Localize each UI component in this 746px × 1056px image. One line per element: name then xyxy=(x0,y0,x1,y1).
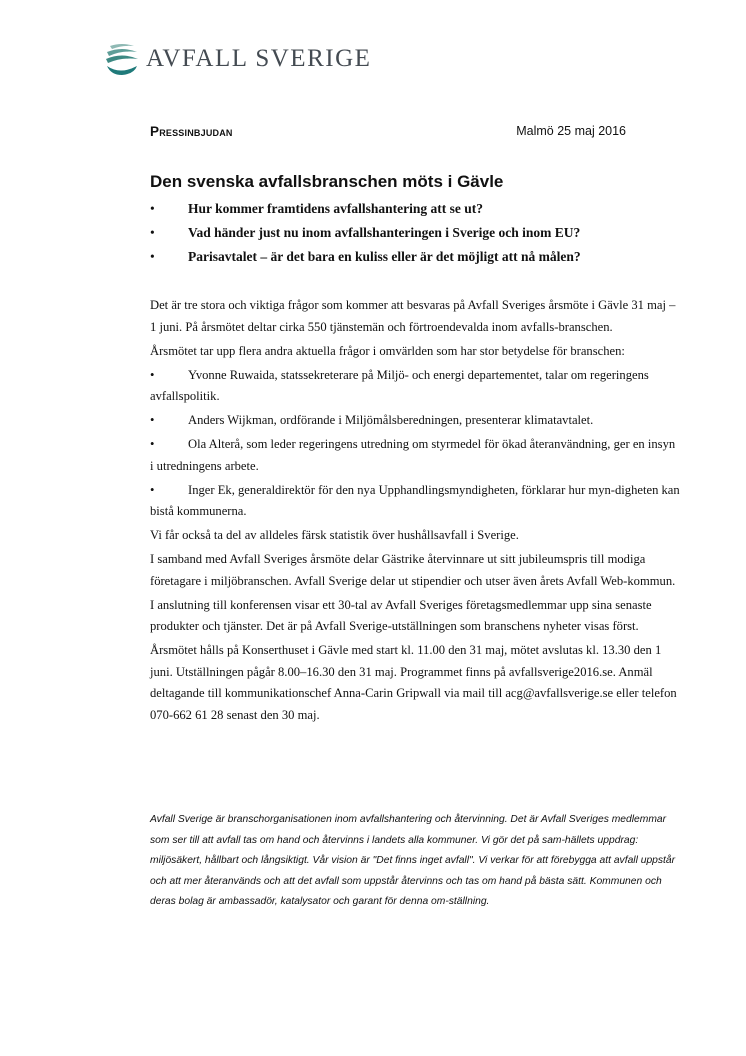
about-organization xyxy=(150,810,684,913)
key-question: • Vad händer just nu inom avfallshanteringen i Sverige och inom EU? xyxy=(150,223,650,247)
header-row xyxy=(150,124,626,139)
brand-logo xyxy=(104,42,371,76)
body-paragraph: Vi får också ta del av alldeles färsk statistik över hushållsavfall i Sverige. xyxy=(150,528,519,542)
key-questions-list xyxy=(150,199,650,271)
key-question: • Hur kommer framtidens avfallshantering att se ut? xyxy=(150,199,650,223)
body-paragraph: I anslutning till konferensen visar ett 30-tal av Avfall Sveriges företagsmedlemmar upp sina senaste produkter och tjänster. Det är på Avfall Sverige-utställningen som branschens nyheter visas först. xyxy=(150,597,652,633)
body-text xyxy=(150,295,680,729)
document-date: Malmö 25 maj 2016 xyxy=(516,124,626,138)
about-text: Avfall Sverige är branschorganisationen inom avfallshantering och återvinning. Det är Avfall Sveriges medlemmar som ser till att avfall tas om hand och återvinns i landets alla kommuner. Vi gör det på sam-hällets uppdrag: miljösäkert, hållbart och långsiktigt. Vår vision är "Det finns inget avfall". Vi verkar för att förebygga att avfall uppstår och att mer återanvänds och att det avfall som uppstår återvinns och tas om hand på bästa sätt. Kommunen och deras bolag är ambassadör, katalysator och garant för denna om-ställning. xyxy=(150,814,676,908)
document-type-label: Pressinbjudan xyxy=(150,124,233,139)
speaker-item: • Ola Alterå, som leder regeringens utredning om styrmedel för ökad återanvändning, ger en insyn i utredningens arbete. xyxy=(150,434,680,477)
body-paragraph: Årsmötet hålls på Konserthuset i Gävle med start kl. 11.00 den 31 maj, mötet avslutas kl. 13.30 den 1 juni. Utställningen pågår 8.00–16.30 den 31 maj. Programmet finns på avfallsverige2016.se. Anmäl deltagande till kommunikationschef Anna-Carin Gripwall via mail till acg@avfallsverige.se eller telefon 070-662 61 28 senast den 30 maj. xyxy=(150,643,677,722)
body-paragraph: Det är tre stora och viktiga frågor som kommer att besvaras på Avfall Sveriges årsmöte i Gävle 31 maj – 1 juni. På årsmötet deltar cirka 550 tjänstemän och förtroendevalda inom avfalls-branschen. xyxy=(150,298,676,334)
swoosh-logo-icon xyxy=(104,42,140,76)
page-title: Den svenska avfallsbranschen möts i Gävle xyxy=(150,172,504,191)
key-question: • Parisavtalet – är det bara en kuliss eller är det möjligt att nå målen? xyxy=(150,247,650,271)
speaker-item: • Anders Wijkman, ordförande i Miljömålsberedningen, presenterar klimatavtalet. xyxy=(150,410,680,432)
body-paragraph: I samband med Avfall Sveriges årsmöte delar Gästrike återvinnare ut sitt jubileumspris till modiga företagare i miljöbranschen. Avfall Sverige delar ut stipendier och utser även årets Avfall Web-kommun. xyxy=(150,552,676,588)
speaker-item: • Inger Ek, generaldirektör för den nya Upphandlingsmyndigheten, förklarar hur myn-digheten kan bistå kommunerna. xyxy=(150,480,680,523)
speaker-item: • Yvonne Ruwaida, statssekreterare på Miljö- och energi departementet, talar om regeringens avfallspolitik. xyxy=(150,365,680,408)
brand-name: AVFALL SVERIGE xyxy=(146,45,372,72)
body-paragraph: Årsmötet tar upp flera andra aktuella frågor i omvärlden som har stor betydelse för branschen: xyxy=(150,343,625,358)
